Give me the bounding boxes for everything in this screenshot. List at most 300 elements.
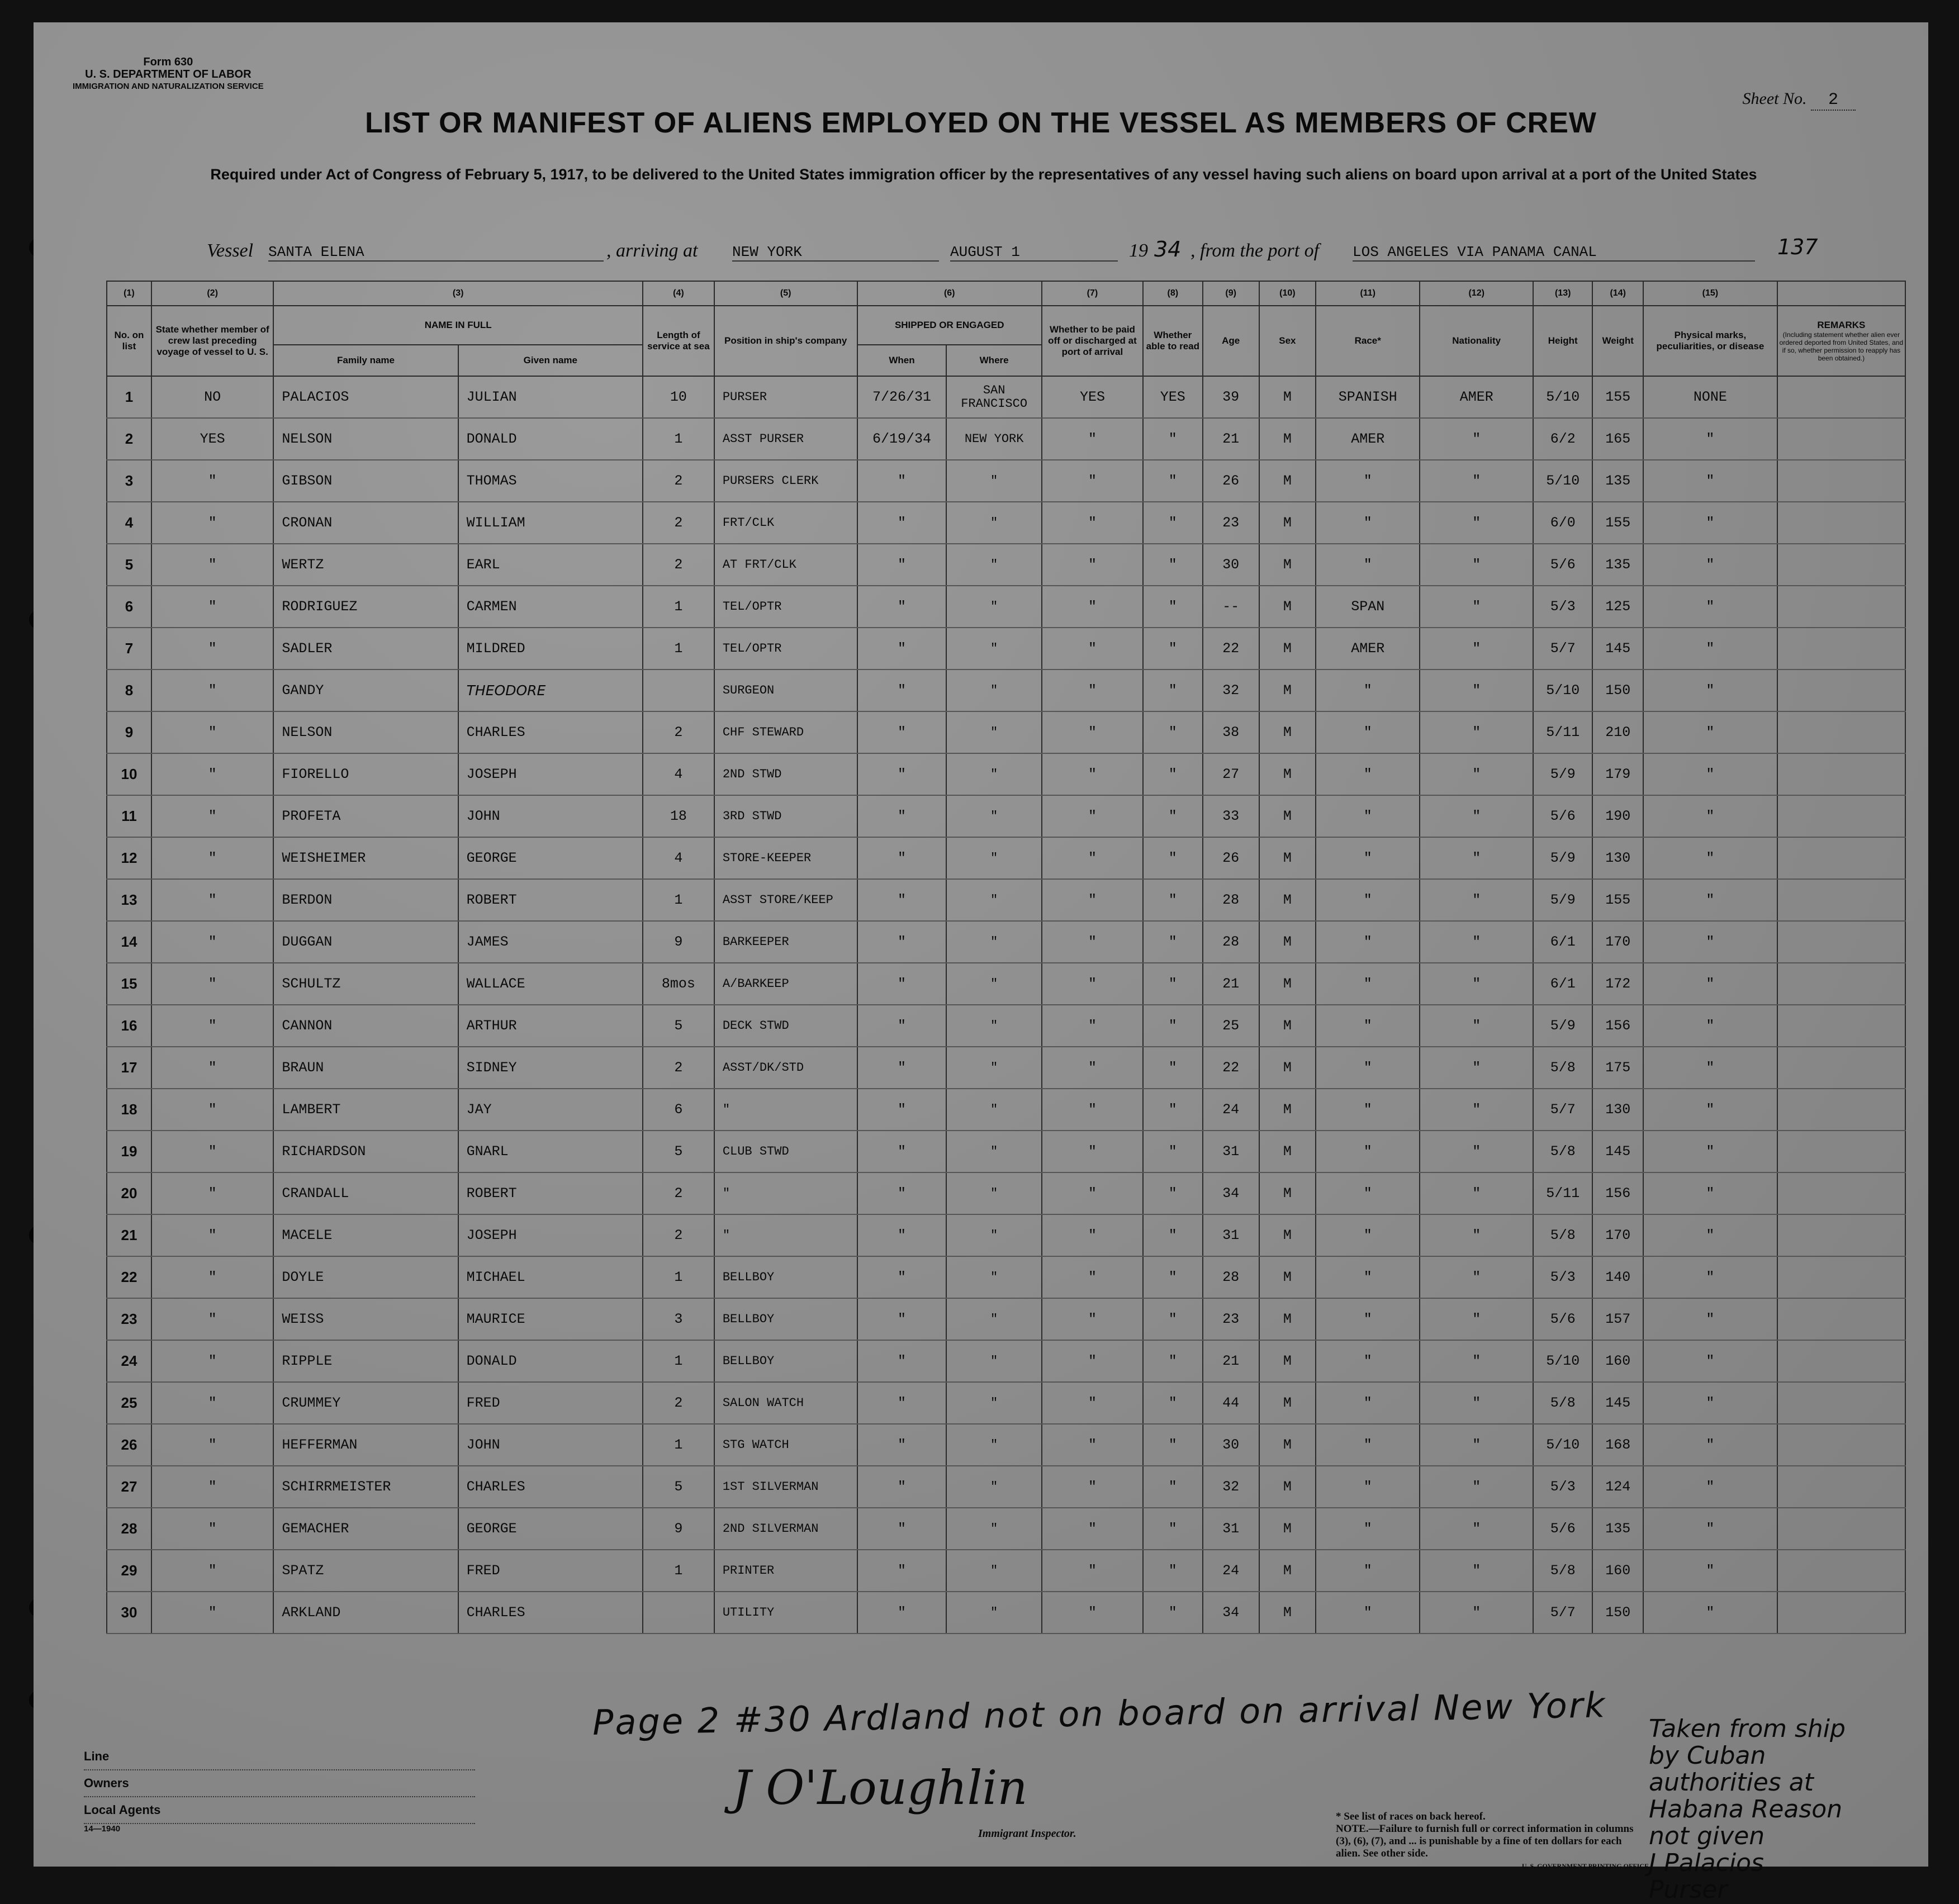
service-length-cell: 5 — [643, 1005, 714, 1047]
paid-off-cell: " — [1042, 628, 1143, 670]
family-name-cell: CRANDALL — [273, 1172, 458, 1214]
weight-cell: 156 — [1592, 1172, 1643, 1214]
crew-row — [107, 1005, 1905, 1047]
shipped-where-cell: " — [946, 1382, 1041, 1424]
race-cell: " — [1316, 1172, 1420, 1214]
sex-cell: M — [1259, 837, 1316, 879]
height-cell: 5/7 — [1533, 1089, 1593, 1131]
service-length-cell: 2 — [643, 711, 714, 753]
age-cell: 34 — [1203, 1592, 1259, 1634]
weight-cell: 130 — [1592, 1089, 1643, 1131]
age-cell: 38 — [1203, 711, 1259, 753]
paid-off-cell: " — [1042, 1214, 1143, 1256]
shipped-where-cell: " — [946, 544, 1041, 586]
shipped-when-cell: " — [857, 879, 947, 921]
position-cell: ASST STORE/KEEP — [714, 879, 857, 921]
family-name-cell: SCHIRRMEISTER — [273, 1466, 458, 1508]
remarks-title: REMARKS — [1817, 320, 1866, 330]
shipped-when-cell: " — [857, 1256, 947, 1298]
header-where: Where — [946, 345, 1041, 376]
height-cell: 5/8 — [1533, 1047, 1593, 1089]
shipped-where-cell: " — [946, 1340, 1041, 1382]
shipped-where-cell: " — [946, 921, 1041, 963]
nationality-cell: " — [1420, 1466, 1533, 1508]
age-cell: 32 — [1203, 670, 1259, 711]
crew-row — [107, 1466, 1905, 1508]
physical-marks-cell: " — [1643, 879, 1777, 921]
nationality-cell: " — [1420, 1340, 1533, 1382]
header-name-in-full: NAME IN FULL — [273, 306, 643, 345]
crew-row — [107, 1382, 1905, 1424]
weight-cell: 165 — [1592, 418, 1643, 460]
position-cell: AT FRT/CLK — [714, 544, 857, 586]
crew-row — [107, 628, 1905, 670]
sex-cell: M — [1259, 1047, 1316, 1089]
height-cell: 5/6 — [1533, 795, 1593, 837]
shipped-when-cell: 7/26/31 — [857, 376, 947, 418]
position-cell: STORE-KEEPER — [714, 837, 857, 879]
able-to-read-cell: " — [1143, 460, 1203, 502]
weight-cell: 210 — [1592, 711, 1643, 753]
weight-cell: 170 — [1592, 921, 1643, 963]
race-cell: SPAN — [1316, 586, 1420, 628]
col-number: (13) — [1533, 281, 1593, 306]
paid-off-cell: " — [1042, 544, 1143, 586]
race-cell: " — [1316, 1214, 1420, 1256]
family-name-cell: FIORELLO — [273, 753, 458, 795]
weight-cell: 135 — [1592, 460, 1643, 502]
service-length-cell: 2 — [643, 502, 714, 544]
previous-voyage-cell: " — [151, 921, 273, 963]
document-subtitle: Required under Act of Congress of February 5, 1917, to be delivered to the United States immigration officer by the representatives of any vessel having such aliens on board upon arrival at a port of the United States — [210, 166, 1757, 183]
given-name-cell: JOHN — [458, 1424, 643, 1466]
family-name-cell: CANNON — [273, 1005, 458, 1047]
previous-voyage-cell: " — [151, 1592, 273, 1634]
shipped-when-cell: " — [857, 1592, 947, 1634]
sex-cell: M — [1259, 1214, 1316, 1256]
height-cell: 5/3 — [1533, 1256, 1593, 1298]
shipped-when-cell: " — [857, 1550, 947, 1592]
service-length-cell: 1 — [643, 1550, 714, 1592]
given-name-cell: DONALD — [458, 1340, 643, 1382]
remarks-cell — [1777, 1298, 1905, 1340]
paid-off-cell: " — [1042, 921, 1143, 963]
position-cell: 3RD STWD — [714, 795, 857, 837]
remarks-cell — [1777, 1466, 1905, 1508]
age-cell: -- — [1203, 586, 1259, 628]
age-cell: 21 — [1203, 963, 1259, 1005]
age-cell: 28 — [1203, 1256, 1259, 1298]
given-name-cell: FRED — [458, 1550, 643, 1592]
age-cell: 32 — [1203, 1466, 1259, 1508]
crew-row — [107, 837, 1905, 879]
shipped-where-cell: " — [946, 1005, 1041, 1047]
header-remarks — [1777, 306, 1905, 376]
side-note-line: Habana Reason — [1649, 1795, 1843, 1824]
table-header — [107, 281, 1905, 376]
crew-row — [107, 418, 1905, 460]
height-cell: 6/1 — [1533, 963, 1593, 1005]
row-number-cell: 15 — [107, 963, 151, 1005]
service-length-cell: 1 — [643, 1256, 714, 1298]
family-name-cell: GEMACHER — [273, 1508, 458, 1550]
weight-cell: 160 — [1592, 1340, 1643, 1382]
race-cell: " — [1316, 1089, 1420, 1131]
shipped-where-cell: " — [946, 586, 1041, 628]
physical-marks-cell: " — [1643, 753, 1777, 795]
weight-cell: 135 — [1592, 544, 1643, 586]
previous-voyage-cell: " — [151, 1298, 273, 1340]
row-number-cell: 21 — [107, 1214, 151, 1256]
given-name-cell: WILLIAM — [458, 502, 643, 544]
header-race: Race* — [1316, 306, 1420, 376]
crew-row — [107, 1298, 1905, 1340]
form-code: 14—1940 — [84, 1824, 121, 1834]
age-cell: 24 — [1203, 1089, 1259, 1131]
age-cell: 28 — [1203, 921, 1259, 963]
header-when: When — [857, 345, 947, 376]
header-physical-marks: Physical marks, peculiarities, or disease — [1643, 306, 1777, 376]
age-cell: 21 — [1203, 1340, 1259, 1382]
row-number-cell: 16 — [107, 1005, 151, 1047]
paid-off-cell: " — [1042, 1592, 1143, 1634]
nationality-cell: " — [1420, 795, 1533, 837]
shipped-where-cell: " — [946, 753, 1041, 795]
family-name-cell: PROFETA — [273, 795, 458, 837]
nationality-cell: " — [1420, 753, 1533, 795]
crew-row — [107, 460, 1905, 502]
penalty-note: NOTE.—Failure to furnish full or correct information in columns (3), (6), (7), and ... is punishable by a fine of ten dollars for each alien. See other side. — [1336, 1823, 1634, 1859]
race-cell: " — [1316, 963, 1420, 1005]
weight-cell: 190 — [1592, 795, 1643, 837]
line-field: Line — [84, 1744, 475, 1770]
header-weight: Weight — [1592, 306, 1643, 376]
race-cell: " — [1316, 837, 1420, 879]
race-cell: " — [1316, 544, 1420, 586]
sex-cell: M — [1259, 1256, 1316, 1298]
crew-row — [107, 963, 1905, 1005]
height-cell: 6/1 — [1533, 921, 1593, 963]
age-cell: 26 — [1203, 837, 1259, 879]
row-number-cell: 1 — [107, 376, 151, 418]
vessel-line — [207, 235, 1884, 268]
shipped-when-cell: " — [857, 1214, 947, 1256]
given-name-cell: GEORGE — [458, 837, 643, 879]
height-cell: 6/2 — [1533, 418, 1593, 460]
col-number: (3) — [273, 281, 643, 306]
service-length-cell: 1 — [643, 879, 714, 921]
race-cell: " — [1316, 1256, 1420, 1298]
side-note-line: not given — [1649, 1822, 1765, 1850]
previous-voyage-cell: YES — [151, 418, 273, 460]
weight-cell: 130 — [1592, 837, 1643, 879]
able-to-read-cell: " — [1143, 1340, 1203, 1382]
weight-cell: 155 — [1592, 879, 1643, 921]
shipped-when-cell: " — [857, 1298, 947, 1340]
race-cell: " — [1316, 460, 1420, 502]
given-name-cell: GNARL — [458, 1131, 643, 1172]
service-length-cell: 4 — [643, 753, 714, 795]
age-cell: 31 — [1203, 1214, 1259, 1256]
shipped-when-cell: " — [857, 1424, 947, 1466]
shipped-where-cell: " — [946, 670, 1041, 711]
nationality-cell: " — [1420, 502, 1533, 544]
remarks-cell — [1777, 670, 1905, 711]
shipped-when-cell: " — [857, 1172, 947, 1214]
form-identifier — [73, 56, 264, 93]
shipped-when-cell: " — [857, 460, 947, 502]
age-cell: 23 — [1203, 502, 1259, 544]
shipped-where-cell: " — [946, 879, 1041, 921]
column-number-row — [107, 281, 1905, 306]
physical-marks-cell: " — [1643, 963, 1777, 1005]
vessel-name: SANTA ELENA — [268, 244, 604, 262]
sex-cell: M — [1259, 711, 1316, 753]
paid-off-cell: " — [1042, 1131, 1143, 1172]
physical-marks-cell: " — [1643, 1172, 1777, 1214]
position-cell: STG WATCH — [714, 1424, 857, 1466]
service-length-cell: 3 — [643, 1298, 714, 1340]
physical-marks-cell: " — [1643, 586, 1777, 628]
header-paid-off: Whether to be paid off or discharged at port of arrival — [1042, 306, 1143, 376]
previous-voyage-cell: " — [151, 753, 273, 795]
nationality-cell: " — [1420, 1508, 1533, 1550]
crew-row — [107, 879, 1905, 921]
race-cell: " — [1316, 502, 1420, 544]
col-number: (10) — [1259, 281, 1316, 306]
height-cell: 5/10 — [1533, 376, 1593, 418]
able-to-read-cell: " — [1143, 879, 1203, 921]
shipped-when-cell: 6/19/34 — [857, 418, 947, 460]
given-name-cell: WALLACE — [458, 963, 643, 1005]
remarks-cell — [1777, 1256, 1905, 1298]
crew-row — [107, 502, 1905, 544]
row-number-cell: 4 — [107, 502, 151, 544]
race-cell: SPANISH — [1316, 376, 1420, 418]
col-number — [1777, 281, 1905, 306]
position-cell: BELLBOY — [714, 1340, 857, 1382]
shipped-when-cell: " — [857, 544, 947, 586]
remarks-cell — [1777, 1340, 1905, 1382]
crew-manifest-table — [106, 281, 1906, 1634]
height-cell: 5/8 — [1533, 1214, 1593, 1256]
age-cell: 31 — [1203, 1131, 1259, 1172]
row-number-cell: 18 — [107, 1089, 151, 1131]
row-number-cell: 13 — [107, 879, 151, 921]
crew-row — [107, 1592, 1905, 1634]
given-name-cell: ARTHUR — [458, 1005, 643, 1047]
physical-marks-cell: " — [1643, 1298, 1777, 1340]
height-cell: 5/9 — [1533, 879, 1593, 921]
shipped-when-cell: " — [857, 753, 947, 795]
position-cell: PRINTER — [714, 1550, 857, 1592]
age-cell: 44 — [1203, 1382, 1259, 1424]
age-cell: 31 — [1203, 1508, 1259, 1550]
department-name: U. S. DEPARTMENT OF LABOR — [85, 68, 252, 80]
nationality-cell: " — [1420, 1550, 1533, 1592]
given-name-cell: FRED — [458, 1382, 643, 1424]
sex-cell: M — [1259, 795, 1316, 837]
remarks-cell — [1777, 586, 1905, 628]
physical-marks-cell: NONE — [1643, 376, 1777, 418]
given-name-cell: JOSEPH — [458, 753, 643, 795]
header-length-of-service: Length of service at sea — [643, 306, 714, 376]
shipped-where-cell: " — [946, 1466, 1041, 1508]
crew-row — [107, 1089, 1905, 1131]
previous-voyage-cell: " — [151, 1214, 273, 1256]
weight-cell: 157 — [1592, 1298, 1643, 1340]
family-name-cell: BERDON — [273, 879, 458, 921]
previous-voyage-cell: " — [151, 460, 273, 502]
family-name-cell: SADLER — [273, 628, 458, 670]
col-number: (4) — [643, 281, 714, 306]
family-name-cell: CRUMMEY — [273, 1382, 458, 1424]
paid-off-cell: YES — [1042, 376, 1143, 418]
physical-marks-cell: " — [1643, 460, 1777, 502]
shipped-where-cell: " — [946, 963, 1041, 1005]
given-name-cell: JULIAN — [458, 376, 643, 418]
remarks-cell — [1777, 628, 1905, 670]
previous-voyage-cell: " — [151, 1466, 273, 1508]
sex-cell: M — [1259, 1508, 1316, 1550]
header-height: Height — [1533, 306, 1593, 376]
paid-off-cell: " — [1042, 502, 1143, 544]
remarks-cell — [1777, 921, 1905, 963]
physical-marks-cell: " — [1643, 544, 1777, 586]
sex-cell: M — [1259, 502, 1316, 544]
age-cell: 21 — [1203, 418, 1259, 460]
sex-cell: M — [1259, 1592, 1316, 1634]
family-name-cell: RICHARDSON — [273, 1131, 458, 1172]
age-cell: 28 — [1203, 879, 1259, 921]
footer-notes — [1336, 1811, 1649, 1872]
family-name-cell: HEFFERMAN — [273, 1424, 458, 1466]
remarks-cell — [1777, 1214, 1905, 1256]
height-cell: 5/6 — [1533, 1508, 1593, 1550]
height-cell: 5/10 — [1533, 670, 1593, 711]
physical-marks-cell: " — [1643, 921, 1777, 963]
paid-off-cell: " — [1042, 1256, 1143, 1298]
sex-cell: M — [1259, 753, 1316, 795]
page-number: 137 — [1777, 235, 1818, 259]
height-cell: 5/3 — [1533, 586, 1593, 628]
race-cell: " — [1316, 753, 1420, 795]
shipped-where-cell: " — [946, 1592, 1041, 1634]
form-number: Form 630 — [143, 56, 193, 68]
service-length-cell: 10 — [643, 376, 714, 418]
sex-cell: M — [1259, 460, 1316, 502]
height-cell: 5/7 — [1533, 628, 1593, 670]
previous-voyage-cell: " — [151, 670, 273, 711]
service-length-cell: 18 — [643, 795, 714, 837]
physical-marks-cell: " — [1643, 1089, 1777, 1131]
race-cell: " — [1316, 1131, 1420, 1172]
age-cell: 24 — [1203, 1550, 1259, 1592]
given-name-cell: CHARLES — [458, 1466, 643, 1508]
weight-cell: 125 — [1592, 586, 1643, 628]
service-length-cell: 5 — [643, 1131, 714, 1172]
paid-off-cell: " — [1042, 1298, 1143, 1340]
previous-voyage-cell: " — [151, 1256, 273, 1298]
age-cell: 26 — [1203, 460, 1259, 502]
position-cell: SURGEON — [714, 670, 857, 711]
physical-marks-cell: " — [1643, 795, 1777, 837]
height-cell: 5/8 — [1533, 1382, 1593, 1424]
previous-voyage-cell: " — [151, 1172, 273, 1214]
family-name-cell: PALACIOS — [273, 376, 458, 418]
height-cell: 5/3 — [1533, 1466, 1593, 1508]
physical-marks-cell: " — [1643, 1508, 1777, 1550]
paid-off-cell: " — [1042, 1466, 1143, 1508]
race-cell: " — [1316, 1298, 1420, 1340]
shipped-when-cell: " — [857, 921, 947, 963]
height-cell: 5/11 — [1533, 1172, 1593, 1214]
side-note-line: Taken from ship — [1649, 1715, 1846, 1743]
nationality-cell: " — [1420, 418, 1533, 460]
arriving-label: , arriving at — [606, 240, 698, 261]
position-cell: A/BARKEEP — [714, 963, 857, 1005]
side-note-line: by Cuban — [1649, 1741, 1766, 1770]
remarks-cell — [1777, 963, 1905, 1005]
previous-voyage-cell: " — [151, 1005, 273, 1047]
shipped-when-cell: " — [857, 586, 947, 628]
nationality-cell: " — [1420, 460, 1533, 502]
origin-port: LOS ANGELES VIA PANAMA CANAL — [1353, 244, 1755, 262]
col-number: (2) — [151, 281, 273, 306]
crew-row — [107, 586, 1905, 628]
able-to-read-cell: " — [1143, 1089, 1203, 1131]
remarks-cell — [1777, 1047, 1905, 1089]
remarks-cell — [1777, 837, 1905, 879]
race-cell: " — [1316, 1005, 1420, 1047]
handwritten-note: Page 2 #30 Ardland not on board on arrival New York — [592, 1684, 1607, 1743]
remarks-cell — [1777, 1005, 1905, 1047]
height-cell: 5/10 — [1533, 1340, 1593, 1382]
able-to-read-cell: " — [1143, 628, 1203, 670]
col-number: (1) — [107, 281, 151, 306]
previous-voyage-cell: " — [151, 586, 273, 628]
shipped-when-cell: " — [857, 1466, 947, 1508]
crew-row — [107, 670, 1905, 711]
family-name-cell: MACELE — [273, 1214, 458, 1256]
weight-cell: 145 — [1592, 628, 1643, 670]
row-number-cell: 6 — [107, 586, 151, 628]
able-to-read-cell: YES — [1143, 376, 1203, 418]
family-name-cell: LAMBERT — [273, 1089, 458, 1131]
remarks-cell — [1777, 879, 1905, 921]
paid-off-cell: " — [1042, 837, 1143, 879]
physical-marks-cell: " — [1643, 1592, 1777, 1634]
given-name-cell: MAURICE — [458, 1298, 643, 1340]
able-to-read-cell: " — [1143, 1550, 1203, 1592]
remarks-cell — [1777, 1172, 1905, 1214]
row-number-cell: 28 — [107, 1508, 151, 1550]
given-name-cell: CHARLES — [458, 1592, 643, 1634]
given-name-cell: ROBERT — [458, 1172, 643, 1214]
local-agents-field: Local Agents — [84, 1797, 475, 1824]
paid-off-cell: " — [1042, 879, 1143, 921]
position-cell: BELLBOY — [714, 1298, 857, 1340]
paid-off-cell: " — [1042, 795, 1143, 837]
sex-cell: M — [1259, 418, 1316, 460]
inspector-signature: J O'Loughlin — [732, 1760, 1028, 1815]
service-length-cell: 2 — [643, 1214, 714, 1256]
given-name-cell: THEODORE — [458, 670, 643, 711]
footer-fields — [84, 1744, 475, 1834]
able-to-read-cell: " — [1143, 1256, 1203, 1298]
age-cell: 30 — [1203, 1424, 1259, 1466]
able-to-read-cell: " — [1143, 1466, 1203, 1508]
